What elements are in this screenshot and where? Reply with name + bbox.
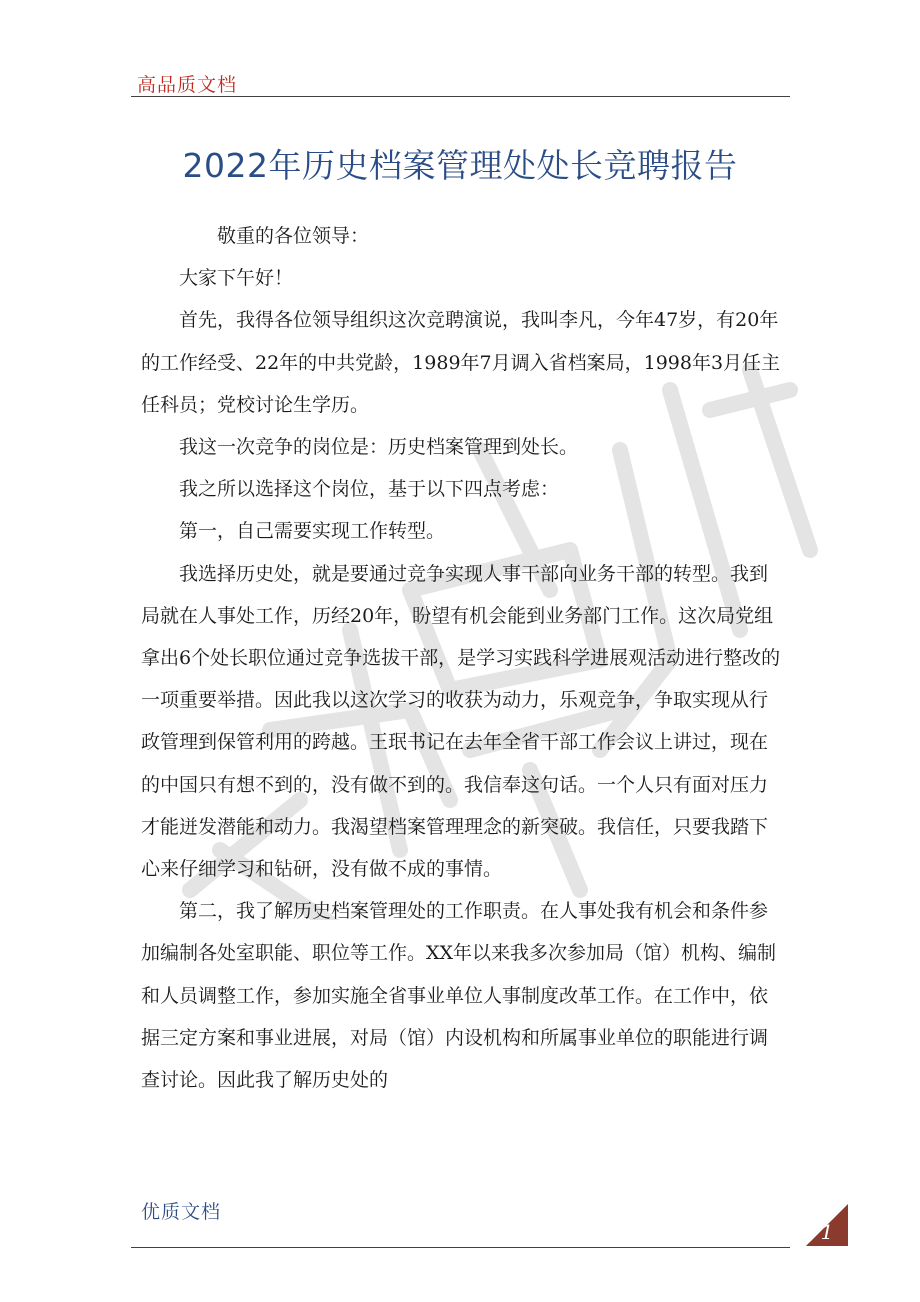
document-title: 2022年历史档案管理处处长竞聘报告: [182, 146, 738, 185]
footer-label: 优质文档: [141, 1201, 222, 1223]
paragraph: 我这一次竞争的岗位是：历史档案管理到处长。: [179, 436, 579, 459]
header-divider: [131, 96, 790, 97]
document-body: [141, 215, 781, 1101]
paragraph: 我选择历史处，就是要通过竞争实现人事干部向业务干部的转型。我到局就在人事处工作，历经20年，盼望有机会能到业务部门工作。这次局党组拿出6个处长职位通过竞争选拔干部，是学习实践科学进展观活动进行整改的一项重要举措。因此我以这次学习的收获为动力，乐观竞争，争取实现从行政管理到保管利用的跨越。王珉书记在去年全省干部工作会议上讲过，现在的中国只有想不到的，没有做不到的。我信奉这句话。一个人只有面对压力才能迸发潜能和动力。我渴望档案管理理念的新突破。我信任，只要我踏下心来仔细学习和钻研，没有做不成的事情。: [141, 562, 781, 881]
footer-divider: [131, 1247, 790, 1248]
page-number: 1: [820, 1220, 834, 1244]
paragraph: 第二，我了解历史档案管理处的工作职责。在人事处我有机会和条件参加编制各处室职能、职位等工作。XX年以来我多次参加局（馆）机构、编制和人员调整工作，参加实施全省事业单位人事制度改革工作。在工作中，依据三定方案和事业进展，对局（馆）内设机构和所属事业单位的职能进行调查讨论。因此我了解历史处的: [141, 900, 777, 1092]
salutation: 敬重的各位领导：: [217, 225, 370, 247]
page-number-badge: [806, 1204, 848, 1246]
paragraph: 我之所以选择这个岗位，基于以下四点考虑：: [179, 478, 560, 501]
paragraph: 首先，我得各位领导组织这次竞聘演说，我叫李凡，今年47岁，有20年的工作经受、22年的中共党龄，1989年7月调入省档案局，1998年3月任主任科员；党校讨论生学历。: [141, 309, 781, 416]
paragraph: 第一，自己需要实现工作转型。: [179, 520, 446, 543]
header-label: 高品质文档: [137, 74, 238, 96]
greeting: 大家下午好！: [179, 267, 294, 290]
